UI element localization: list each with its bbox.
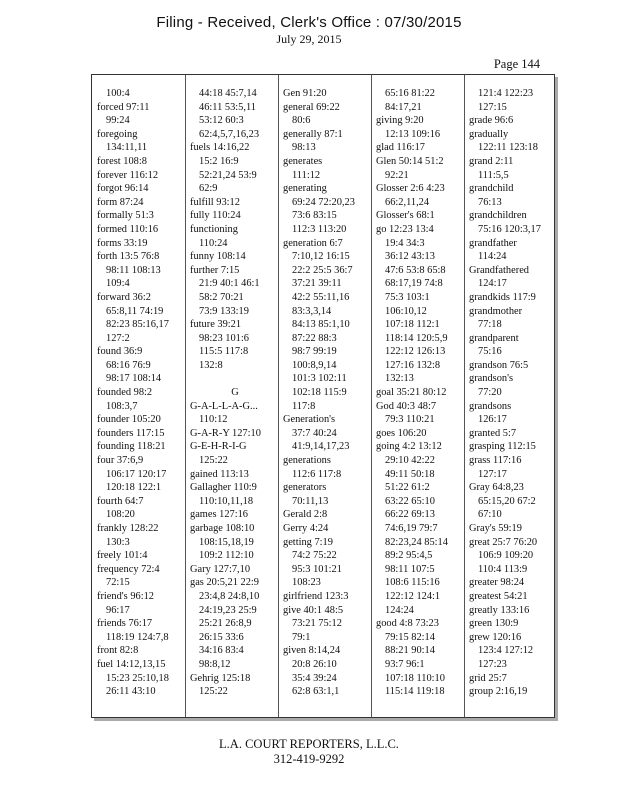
index-line: goes 106:20	[376, 427, 427, 439]
index-column-5	[469, 87, 559, 699]
court-reporter-phone: 312-419-9292	[273, 752, 345, 766]
index-line: 127:15	[478, 101, 507, 113]
index-line: 20:8 26:10	[292, 658, 337, 670]
index-line: 73:21 75:12	[292, 618, 342, 630]
index-line: 130:3	[106, 536, 130, 548]
index-line: 98:8,12	[199, 658, 231, 670]
index-line: 121:4 122:23	[478, 88, 534, 99]
index-line: 127:17	[478, 468, 507, 480]
index-line: 77:18	[478, 319, 502, 331]
index-line: G-A-L-L-A-G...	[190, 400, 258, 412]
index-line: 72:15	[106, 577, 130, 589]
index-line: Gray 64:8,23	[469, 482, 524, 494]
index-line: 66:22 69:13	[385, 509, 435, 521]
index-line: forth 13:5 76:8	[97, 251, 160, 263]
index-line: form 87:24	[97, 196, 144, 208]
index-line: grandson 76:5	[469, 359, 529, 371]
index-line: 65:15,20 67:2	[478, 495, 536, 507]
index-line: God 40:3 48:7	[376, 400, 437, 412]
index-line: 120:18 122:1	[106, 482, 162, 494]
index-line: goal 35:21 80:12	[376, 387, 447, 399]
index-line: greatly 133:16	[469, 604, 530, 616]
index-line: glad 116:17	[376, 142, 425, 154]
index-line: 44:18 45:7,14	[199, 88, 257, 99]
index-line: 98:11 108:13	[106, 264, 161, 276]
index-line: 41:9,14,17,23	[292, 441, 350, 453]
index-line: formally 51:3	[97, 210, 154, 222]
index-column-3	[283, 87, 373, 699]
index-line: 26:15 33:6	[199, 631, 244, 643]
index-line: 88:21 90:14	[385, 645, 435, 657]
index-line: 111:12	[292, 169, 321, 181]
index-line: future 39:21	[190, 319, 242, 331]
index-line: fully 110:24	[190, 210, 241, 222]
index-line: 12:13 109:16	[385, 128, 441, 140]
index-line: 93:7 96:1	[385, 658, 425, 670]
index-line: friends 76:17	[97, 618, 153, 630]
index-line: generating	[283, 183, 327, 195]
index-line: Gen 91:20	[283, 88, 327, 99]
index-line: Glosser 2:6 4:23	[376, 183, 445, 195]
index-line: 106:17 120:17	[106, 468, 167, 480]
index-line: 109:4	[106, 278, 130, 290]
index-line: 124:24	[385, 604, 414, 616]
index-line: fuels 14:16,22	[190, 142, 250, 154]
index-line: 65:16 81:22	[385, 88, 435, 99]
index-line: 98:11 107:5	[385, 563, 435, 575]
index-line: 110:10,11,18	[199, 495, 254, 507]
index-line: 115:14 119:18	[385, 686, 445, 698]
index-line: foregoing	[97, 128, 138, 140]
index-line: generation 6:7	[283, 237, 343, 249]
index-line: 108:6 115:16	[385, 577, 440, 589]
index-line: 108:15,18,19	[199, 536, 254, 548]
index-line: Gerry 4:24	[283, 523, 329, 534]
index-line: 117:8	[292, 400, 316, 412]
index-line: 132:8	[199, 359, 223, 371]
index-line: grandsons	[469, 400, 512, 412]
index-line: 84:13 85:1,10	[292, 319, 350, 331]
index-line: 75:16	[478, 346, 502, 358]
index-line: grass 117:16	[469, 455, 522, 467]
index-line: grandfather	[469, 237, 517, 249]
index-line: grasping 112:15	[469, 441, 536, 453]
index-line: 68:16 76:9	[106, 359, 151, 371]
index-line: 63:22 65:10	[385, 495, 435, 507]
index-line: frankly 128:22	[97, 523, 159, 534]
index-line: getting 7:19	[283, 536, 333, 548]
index-line: 79:1	[292, 631, 311, 643]
index-line: Gerald 2:8	[283, 509, 328, 521]
index-line: further 7:15	[190, 264, 240, 276]
index-line: 122:12 126:13	[385, 346, 446, 358]
index-line: 74:2 75:22	[292, 550, 337, 562]
index-line: gradually	[469, 128, 509, 140]
index-column-2	[190, 87, 280, 699]
page-number: Page 144	[493, 57, 540, 71]
index-line: 110:24	[199, 237, 228, 249]
index-line: funny 108:14	[190, 251, 246, 263]
index-line: 101:3 102:11	[292, 373, 347, 385]
index-line: 98:17 108:14	[106, 373, 162, 385]
index-line: 37:7 40:24	[292, 427, 337, 439]
index-line: grandchild	[469, 183, 514, 195]
index-line: 42:2 55:11,16	[292, 291, 350, 303]
index-line: 111:5,5	[478, 169, 509, 181]
index-line: 21:9 40:1 46:1	[199, 278, 260, 290]
index-line: Gehrig 125:18	[190, 672, 251, 684]
index-line: 49:11 50:18	[385, 468, 435, 480]
index-line: give 40:1 48:5	[283, 604, 344, 616]
index-line: generators	[283, 482, 327, 494]
index-line: great 25:7 76:20	[469, 536, 538, 548]
index-line: 80:6	[292, 115, 311, 127]
index-line: grandmother	[469, 305, 523, 317]
index-line: 75:3 103:1	[385, 291, 430, 303]
index-line: 127:16 132:8	[385, 359, 441, 371]
index-line: 53:12 60:3	[199, 115, 244, 127]
index-line: 126:17	[478, 414, 507, 426]
index-line: functioning	[190, 223, 238, 235]
index-line: 51:22 61:2	[385, 482, 430, 494]
index-line: freely 101:4	[97, 550, 148, 562]
index-line: 98:7 99:19	[292, 346, 337, 358]
index-line: 37:21 39:11	[292, 278, 342, 290]
document-header	[0, 14, 618, 47]
index-line: 102:18 115:9	[292, 387, 347, 399]
index-line: 69:24 72:20,23	[292, 196, 355, 208]
index-line: fourth 64:7	[97, 495, 144, 507]
index-line: greatest 54:21	[469, 590, 528, 602]
index-line: G-E-H-R-I-G	[190, 441, 247, 453]
index-line: 83:3,3,14	[292, 305, 332, 317]
index-line: 65:8,11 74:19	[106, 305, 164, 317]
index-line: founders 117:15	[97, 427, 165, 439]
index-line: 82:23,24 85:14	[385, 536, 448, 548]
index-line: 92:21	[385, 169, 409, 181]
index-line: founder 105:20	[97, 414, 161, 426]
index-line: found 36:9	[97, 346, 143, 358]
index-line: 62:9	[199, 183, 218, 195]
index-line: 47:6 53:8 65:8	[385, 264, 446, 276]
index-line: 23:4,8 24:8,10	[199, 590, 260, 602]
index-line: friend's 96:12	[97, 590, 154, 602]
index-line: generates	[283, 155, 323, 167]
index-line: grand 2:11	[469, 155, 514, 167]
index-line: 109:2 112:10	[199, 550, 254, 562]
index-line: Gallagher 110:9	[190, 482, 257, 494]
index-line: grid 25:7	[469, 672, 507, 684]
index-line: giving 9:20	[376, 115, 424, 127]
index-line: green 130:9	[469, 618, 519, 630]
index-line: forest 108:8	[97, 155, 147, 167]
index-line: 46:11 53:5,11	[199, 101, 256, 113]
index-line: grade 96:6	[469, 115, 514, 127]
court-reporter-name: L.A. COURT REPORTERS, L.L.C.	[219, 737, 399, 751]
index-line: 89:2 95:4,5	[385, 550, 433, 562]
index-line: 68:17,19 74:8	[385, 278, 443, 290]
index-line: 100:8,9,14	[292, 359, 337, 371]
index-line: 125:22	[199, 686, 228, 698]
index-column-4	[376, 87, 466, 699]
index-line: 19:4 34:3	[385, 237, 425, 249]
index-line: 15:23 25:10,18	[106, 672, 169, 684]
index-box	[91, 74, 555, 718]
index-line: grandparent	[469, 332, 519, 344]
index-line: fulfill 93:12	[190, 196, 240, 208]
index-line: 95:3 101:21	[292, 563, 342, 575]
index-line: 99:24	[106, 115, 130, 127]
index-line: 35:4 39:24	[292, 672, 337, 684]
index-line: going 4:2 13:12	[376, 441, 442, 453]
index-line: 74:6,19 79:7	[385, 523, 438, 534]
index-line: front 82:8	[97, 645, 139, 657]
index-line: gained 113:13	[190, 468, 249, 480]
hearing-date: July 29, 2015	[276, 32, 342, 46]
index-line: greater 98:24	[469, 577, 525, 589]
index-line: Glosser's 68:1	[376, 210, 435, 222]
index-line: 15:2 16:9	[199, 155, 239, 167]
index-line	[190, 372, 280, 386]
index-line: 82:23 85:16,17	[106, 319, 169, 331]
index-line: forgot 96:14	[97, 183, 149, 195]
index-line: given 8:14,24	[283, 645, 341, 657]
index-line: good 4:8 73:23	[376, 618, 439, 630]
index-line: 87:22 88:3	[292, 332, 337, 344]
index-line: 24:19,23 25:9	[199, 604, 257, 616]
index-line: 66:2,11,24	[385, 196, 430, 208]
index-line: 77:20	[478, 387, 502, 399]
filing-stamp: Filing - Received, Clerk's Office : 07/30/2015	[156, 14, 462, 31]
index-line: grandson's	[469, 373, 514, 385]
index-line: 84:17,21	[385, 101, 422, 113]
index-line: 73:6 83:15	[292, 210, 337, 222]
document-footer	[0, 737, 618, 767]
index-line: grew 120:16	[469, 631, 522, 643]
index-line: four 37:6,9	[97, 455, 144, 467]
index-line: forms 33:19	[97, 237, 148, 249]
index-line: granted 5:7	[469, 427, 517, 439]
index-line: 96:17	[106, 604, 130, 616]
index-line: garbage 108:10	[190, 523, 255, 534]
index-line: 110:4 113:9	[478, 563, 528, 575]
index-line: Gray's 59:19	[469, 523, 522, 534]
index-line: 73:9 133:19	[199, 305, 249, 317]
index-line: generally 87:1	[283, 128, 343, 140]
index-line: 62:8 63:1,1	[292, 686, 340, 698]
index-line: Generation's	[283, 414, 336, 426]
index-line: 123:4 127:12	[478, 645, 534, 657]
index-line: forced 97:11	[97, 101, 150, 113]
index-line: 107:18 110:10	[385, 672, 445, 684]
index-line: 122:11 123:18	[478, 142, 538, 154]
index-line: 22:2 25:5 36:7	[292, 264, 353, 276]
index-line: 125:22	[199, 455, 228, 467]
index-line: group 2:16,19	[469, 686, 528, 698]
index-line: general 69:22	[283, 101, 340, 113]
index-line: 100:4	[106, 88, 130, 99]
index-line: 118:14 120:5,9	[385, 332, 448, 344]
index-line: grandkids 117:9	[469, 291, 536, 303]
index-line: 108:20	[106, 509, 135, 521]
index-line: 98:13	[292, 142, 316, 154]
index-line: 106:10,12	[385, 305, 427, 317]
index-line: games 127:16	[190, 509, 249, 521]
index-line: 132:13	[385, 373, 414, 385]
index-line: 36:12 43:13	[385, 251, 435, 263]
index-line: 7:10,12 16:15	[292, 251, 350, 263]
index-line: G	[231, 387, 239, 399]
index-line: 114:24	[478, 251, 507, 263]
index-line: Grandfathered	[469, 264, 529, 276]
index-line: girlfriend 123:3	[283, 590, 349, 602]
index-line: 76:13	[478, 196, 502, 208]
index-line: formed 110:16	[97, 223, 159, 235]
index-line: Gary 127:7,10	[190, 563, 251, 575]
index-line: fuel 14:12,13,15	[97, 658, 166, 670]
index-line: frequency 72:4	[97, 563, 160, 575]
index-line: 108:23	[292, 577, 321, 589]
index-line: 118:19 124:7,8	[106, 631, 169, 643]
index-line: founding 118:21	[97, 441, 166, 453]
index-line: Glen 50:14 51:2	[376, 155, 444, 167]
index-line: generations	[283, 455, 331, 467]
index-line: 79:3 110:21	[385, 414, 435, 426]
index-line: 110:12	[199, 414, 228, 426]
index-line: 98:23 101:6	[199, 332, 249, 344]
index-line: 52:21,24 53:9	[199, 169, 257, 181]
index-line: 106:9 109:20	[478, 550, 534, 562]
index-line: 79:15 82:14	[385, 631, 435, 643]
index-line: 70:11,13	[292, 495, 329, 507]
index-line: grandchildren	[469, 210, 527, 222]
index-line: 75:16 120:3,17	[478, 223, 541, 235]
index-column-1	[97, 87, 187, 699]
index-line: 34:16 83:4	[199, 645, 244, 657]
index-line: 112:3 113:20	[292, 223, 347, 235]
index-line: founded 98:2	[97, 387, 153, 399]
index-line: 134:11,11	[106, 142, 148, 154]
index-line: 127:2	[106, 332, 130, 344]
index-line: 25:21 26:8,9	[199, 618, 252, 630]
index-line: 108:3,7	[106, 400, 138, 412]
index-line: 107:18 112:1	[385, 319, 440, 331]
index-line: 124:17	[478, 278, 507, 290]
index-line: go 12:23 13:4	[376, 223, 434, 235]
index-line: 29:10 42:22	[385, 455, 435, 467]
index-line: gas 20:5,21 22:9	[190, 577, 259, 589]
index-line: 58:2 70:21	[199, 291, 244, 303]
index-line: 62:4,5,7,16,23	[199, 128, 260, 140]
index-line: forward 36:2	[97, 291, 151, 303]
index-line: 26:11 43:10	[106, 686, 156, 698]
index-line: G-A-R-Y 127:10	[190, 427, 261, 439]
index-line: 115:5 117:8	[199, 346, 249, 358]
index-line: 67:10	[478, 509, 502, 521]
index-line: 122:12 124:1	[385, 590, 441, 602]
index-line: 112:6 117:8	[292, 468, 342, 480]
index-line: 127:23	[478, 658, 507, 670]
index-line: forever 116:12	[97, 169, 159, 181]
